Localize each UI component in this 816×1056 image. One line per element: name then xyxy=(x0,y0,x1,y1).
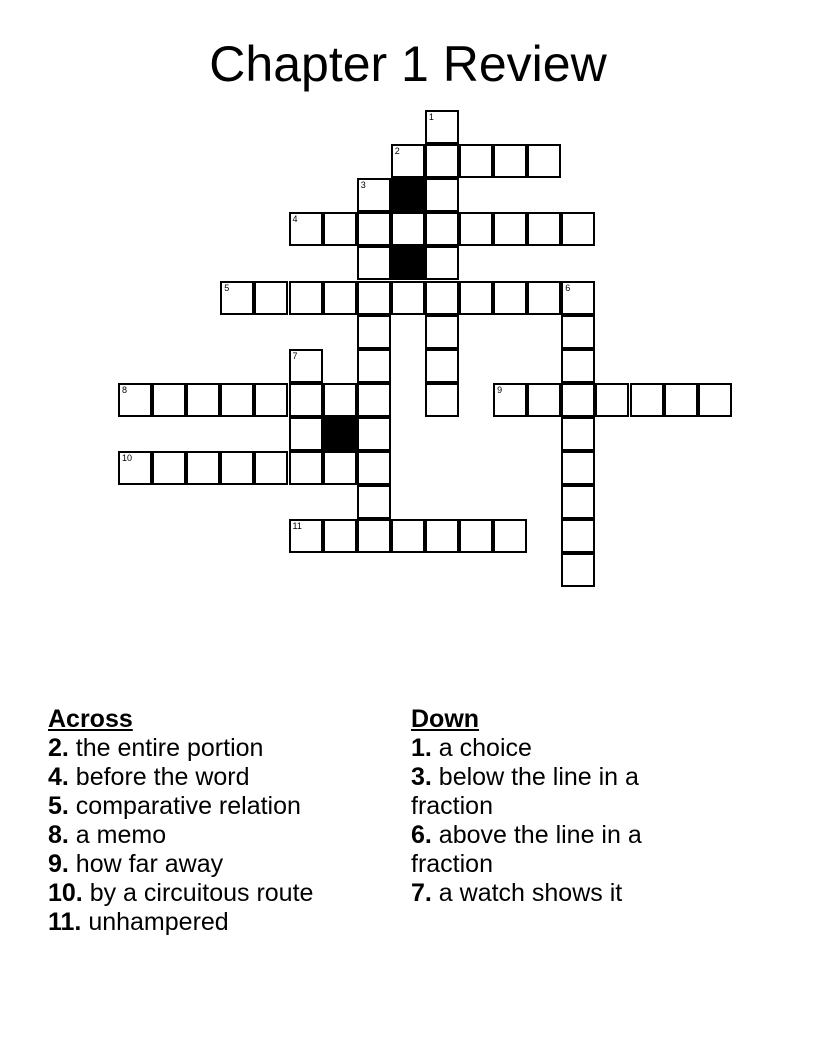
grid-cell[interactable] xyxy=(323,383,357,417)
grid-cell[interactable] xyxy=(459,144,493,178)
grid-cell[interactable] xyxy=(289,383,323,417)
grid-cell[interactable] xyxy=(289,519,323,553)
clue-number: 7 xyxy=(292,350,298,361)
grid-cell[interactable] xyxy=(152,383,186,417)
grid-cell[interactable] xyxy=(493,383,527,417)
clue-number: 1. xyxy=(411,734,432,762)
across-clue xyxy=(48,850,388,879)
across-heading: Across xyxy=(48,705,133,733)
clue-number: 9. xyxy=(48,850,69,878)
grid-cell[interactable] xyxy=(425,281,459,315)
clue-number: 2 xyxy=(394,146,400,157)
clue-text: the entire portion xyxy=(68,734,264,762)
clue-number: 7. xyxy=(411,879,432,907)
down-clue xyxy=(411,821,701,879)
grid-cell[interactable] xyxy=(357,212,391,246)
grid-cell[interactable] xyxy=(527,383,561,417)
clue-text: before the word xyxy=(68,763,250,791)
black-square xyxy=(391,178,425,212)
grid-cell[interactable] xyxy=(459,519,493,553)
black-square xyxy=(323,417,357,451)
clue-number: 8 xyxy=(122,384,128,395)
grid-cell[interactable] xyxy=(425,519,459,553)
clue-text: above the line in a fraction xyxy=(411,821,642,878)
grid-cell[interactable] xyxy=(391,144,425,178)
down-clues xyxy=(411,704,701,908)
clue-number: 5. xyxy=(48,792,69,820)
grid-cell[interactable] xyxy=(357,451,391,485)
clue-number: 8. xyxy=(48,821,69,849)
grid-cell[interactable] xyxy=(493,281,527,315)
grid-cell[interactable] xyxy=(425,246,459,280)
grid-cell[interactable] xyxy=(425,212,459,246)
grid-cell[interactable] xyxy=(561,451,595,485)
grid-cell[interactable] xyxy=(357,349,391,383)
grid-cell[interactable] xyxy=(357,417,391,451)
grid-cell[interactable] xyxy=(357,519,391,553)
down-clue xyxy=(411,734,701,763)
down-clue xyxy=(411,763,701,821)
grid-cell[interactable] xyxy=(357,315,391,349)
clue-number: 4. xyxy=(48,763,69,791)
grid-cell[interactable] xyxy=(323,451,357,485)
grid-cell[interactable] xyxy=(630,383,664,417)
grid-cell[interactable] xyxy=(561,519,595,553)
grid-cell[interactable] xyxy=(459,281,493,315)
grid-cell[interactable] xyxy=(118,451,152,485)
grid-cell[interactable] xyxy=(357,383,391,417)
grid-cell[interactable] xyxy=(561,417,595,451)
down-heading: Down xyxy=(411,705,480,733)
grid-cell[interactable] xyxy=(561,212,595,246)
clue-text: how far away xyxy=(68,850,224,878)
grid-cell[interactable] xyxy=(561,349,595,383)
grid-cell[interactable] xyxy=(254,451,288,485)
clue-text: a memo xyxy=(68,821,167,849)
page-title: Chapter 1 Review xyxy=(209,36,607,92)
grid-cell[interactable] xyxy=(493,212,527,246)
grid-cell[interactable] xyxy=(254,281,288,315)
black-square xyxy=(391,246,425,280)
grid-cell[interactable] xyxy=(425,383,459,417)
grid-cell[interactable] xyxy=(289,417,323,451)
grid-cell[interactable] xyxy=(357,246,391,280)
grid-cell[interactable] xyxy=(493,144,527,178)
grid-cell[interactable] xyxy=(664,383,698,417)
clue-text: comparative relation xyxy=(68,792,301,820)
grid-cell[interactable] xyxy=(527,212,561,246)
across-clue xyxy=(48,908,388,937)
grid-cell[interactable] xyxy=(391,212,425,246)
clue-text: a watch shows it xyxy=(431,879,623,907)
across-clues xyxy=(48,704,388,937)
across-clue xyxy=(48,792,388,821)
grid-cell[interactable] xyxy=(289,349,323,383)
grid-cell[interactable] xyxy=(357,485,391,519)
clue-number: 2. xyxy=(48,734,69,762)
grid-cell[interactable] xyxy=(493,519,527,553)
grid-cell[interactable] xyxy=(527,144,561,178)
across-clue xyxy=(48,763,388,792)
grid-cell[interactable] xyxy=(698,383,732,417)
grid-cell[interactable] xyxy=(561,485,595,519)
grid-cell[interactable] xyxy=(425,315,459,349)
grid-cell[interactable] xyxy=(391,519,425,553)
clue-number: 3 xyxy=(360,180,366,191)
clue-number: 1 xyxy=(428,112,434,122)
grid-cell[interactable] xyxy=(459,212,493,246)
grid-cell[interactable] xyxy=(289,212,323,246)
down-clue-list xyxy=(411,734,701,908)
grid-cell[interactable] xyxy=(152,451,186,485)
clue-number: 6. xyxy=(411,821,432,849)
clue-text: by a circuitous route xyxy=(82,879,314,907)
across-clue-list xyxy=(48,734,388,937)
clue-number: 11. xyxy=(48,908,82,936)
clue-number: 4 xyxy=(292,214,298,225)
grid-cell[interactable] xyxy=(186,451,220,485)
clue-text: below the line in a fraction xyxy=(411,763,639,820)
grid-cell[interactable] xyxy=(425,144,459,178)
across-clue xyxy=(48,821,388,850)
down-clue xyxy=(411,879,701,908)
clue-text: unhampered xyxy=(81,908,229,936)
clue-text: a choice xyxy=(431,734,532,762)
across-clue xyxy=(48,734,388,763)
grid-cell[interactable] xyxy=(220,451,254,485)
clue-number: 10 xyxy=(122,453,133,463)
grid-cell[interactable] xyxy=(118,383,152,417)
across-clue xyxy=(48,879,388,908)
grid-cell[interactable] xyxy=(323,212,357,246)
clue-number: 10. xyxy=(48,879,83,907)
grid-cell[interactable] xyxy=(425,349,459,383)
grid-cell[interactable] xyxy=(323,281,357,315)
grid-cell[interactable] xyxy=(220,383,254,417)
clue-number: 6 xyxy=(565,282,571,293)
clue-number: 3. xyxy=(411,763,432,791)
grid-cell[interactable] xyxy=(391,281,425,315)
grid-cell[interactable] xyxy=(425,110,459,144)
grid-cell[interactable] xyxy=(425,178,459,212)
grid-cell[interactable] xyxy=(220,281,254,315)
grid-cell[interactable] xyxy=(527,281,561,315)
clue-number: 9 xyxy=(497,384,503,395)
grid-cell[interactable] xyxy=(357,281,391,315)
grid-cell[interactable] xyxy=(289,281,323,315)
grid-cell[interactable] xyxy=(357,178,391,212)
grid-cell[interactable] xyxy=(561,553,595,587)
clue-number: 11 xyxy=(292,521,302,532)
grid-cell[interactable] xyxy=(289,451,323,485)
grid-cell[interactable] xyxy=(186,383,220,417)
clue-number: 5 xyxy=(224,282,230,293)
grid-cell[interactable] xyxy=(254,383,288,417)
grid-cell[interactable] xyxy=(561,383,595,417)
grid-cell[interactable] xyxy=(595,383,629,417)
grid-cell[interactable] xyxy=(561,281,595,315)
grid-cell[interactable] xyxy=(561,315,595,349)
grid-cell[interactable] xyxy=(323,519,357,553)
